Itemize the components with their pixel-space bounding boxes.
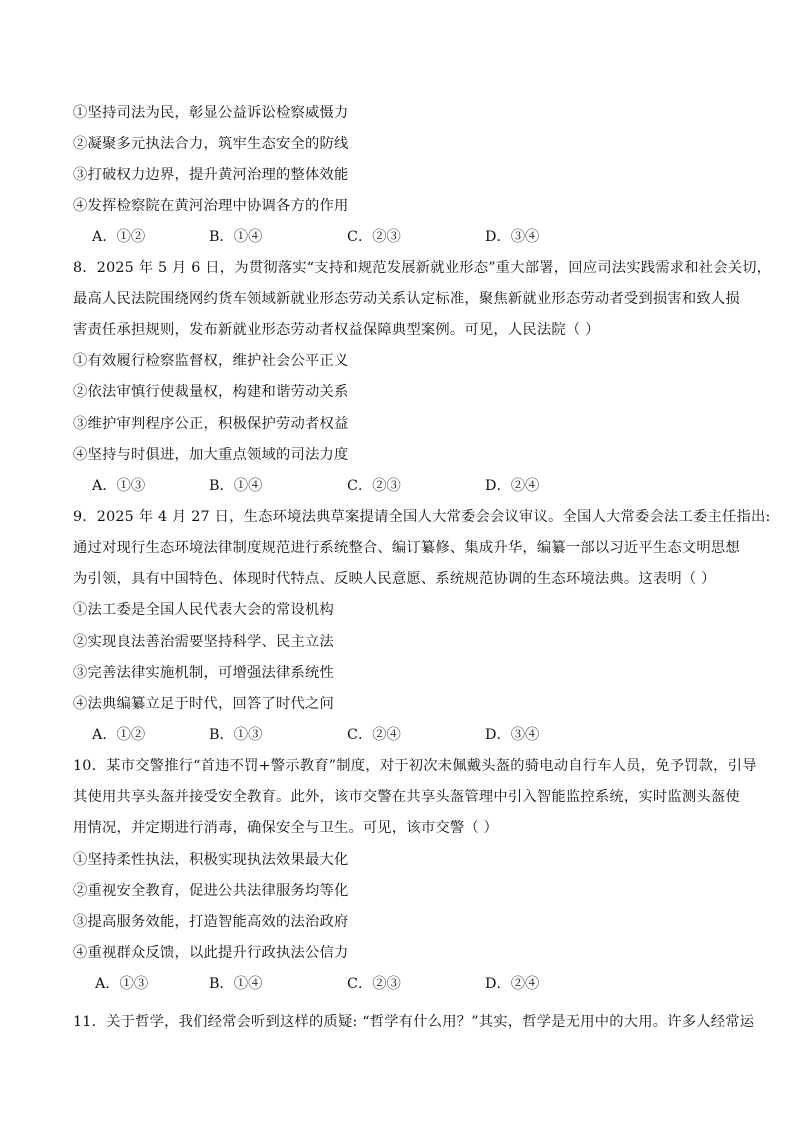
q7-options: [92, 227, 612, 247]
q10-statement-4: ④重视群众反馈，以此提升行政执法公信力: [73, 945, 349, 961]
q8-option-b: B．①④: [209, 478, 263, 494]
q10-stem-line-2: 其使用共享头盔并接受安全教育。此外，该市交警在共享头盔管理中引入智能监控系统，实时监测头盔使: [73, 789, 740, 805]
q10-option-c: C．②③: [347, 976, 401, 992]
q8-stem-line-3: 害责任承担规则，发布新就业形态劳动者权益保障典型案例。可见，人民法院（ ）: [73, 322, 600, 338]
q9-stem-line-2: 通过对现行生态环境法律制度规范进行系统整合、编订纂修、集成升华，编纂一部以习近平生态文明思想: [73, 540, 740, 556]
q9-statement-1: ①法工委是全国人民代表大会的常设机构: [73, 602, 334, 618]
q8-options: [92, 476, 612, 496]
q8-statement-2: ②依法审慎行使裁量权，构建和谐劳动关系: [73, 384, 349, 400]
q8-option-a: A．①③: [92, 478, 146, 494]
q9-option-a: A．①②: [92, 727, 146, 743]
q8-statement-4: ④坚持与时俱进，加大重点领域的司法力度: [73, 447, 349, 463]
q10-stem-line-1: 10．某市交警推行“首违不罚+警示教育”制度，对于初次未佩戴头盔的骑电动自行车人员，免予罚款，引导: [73, 758, 757, 774]
q7-option-d: D．③④: [485, 229, 540, 245]
q9-stem-line-3: 为引领，具有中国特色、体现时代特点、反映人民意愿、系统规范协调的生态环境法典。这表明（ ）: [73, 571, 716, 587]
q9-option-d: D．③④: [485, 727, 540, 743]
q7-statement-2: ②凝聚多元执法合力，筑牢生态安全的防线: [73, 136, 349, 152]
q9-statement-2: ②实现良法善治需要坚持科学、民主立法: [73, 634, 334, 650]
q9-option-b: B．①③: [209, 727, 263, 743]
q9-statement-4: ④法典编纂立足于时代，回答了时代之问: [73, 696, 334, 712]
q10-statement-3: ③提高服务效能，打造智能高效的法治政府: [73, 914, 349, 930]
q8-statement-1: ①有效履行检察监督权，维护社会公平正义: [73, 353, 349, 369]
q10-stem-line-3: 用情况，并定期进行消毒，确保安全与卫生。可见，该市交警（ ）: [73, 820, 499, 836]
q7-statement-1: ①坚持司法为民，彰显公益诉讼检察威慑力: [73, 105, 349, 121]
q10-option-d: D．②④: [485, 976, 540, 992]
q8-option-d: D．②④: [485, 478, 540, 494]
q8-option-c: C．②③: [347, 478, 401, 494]
q9-stem-line-1: 9．2025 年 4 月 27 日，生态环境法典草案提请全国人大常委会会议审议。全国人大常委会法工委主任指出:: [73, 509, 771, 525]
q9-option-c: C．②④: [347, 727, 401, 743]
q10-options: [95, 974, 615, 994]
q9-options: [92, 725, 612, 745]
q10-option-b: B．①④: [209, 976, 263, 992]
q7-statement-4: ④发挥检察院在黄河治理中协调各方的作用: [73, 198, 349, 214]
q7-option-c: C．②③: [347, 229, 401, 245]
q7-option-b: B．①④: [209, 229, 263, 245]
q10-statement-1: ①坚持柔性执法，积极实现执法效果最大化: [73, 852, 349, 868]
q7-statement-3: ③打破权力边界，提升黄河治理的整体效能: [73, 167, 349, 183]
q10-option-a: A．①③: [95, 976, 149, 992]
q11-stem-line-1: 11．关于哲学，我们经常会听到这样的质疑: “哲学有什么用？”其实，哲学是无用中的大用。许多人经常运: [73, 1014, 755, 1030]
q8-stem-line-1: 8．2025 年 5 月 6 日，为贯彻落实“支持和规范发展新就业形态”重大部署，回应司法实践需求和社会关切，: [73, 260, 772, 276]
q10-statement-2: ②重视安全教育，促进公共法律服务均等化: [73, 883, 349, 899]
q7-option-a: A．①②: [92, 229, 146, 245]
q8-statement-3: ③维护审判程序公正，积极保护劳动者权益: [73, 416, 349, 432]
q9-statement-3: ③完善法律实施机制，可增强法律系统性: [73, 665, 334, 681]
q8-stem-line-2: 最高人民法院围绕网约货车领域新就业形态劳动关系认定标准，聚焦新就业形态劳动者受到损害和致人损: [73, 291, 740, 307]
